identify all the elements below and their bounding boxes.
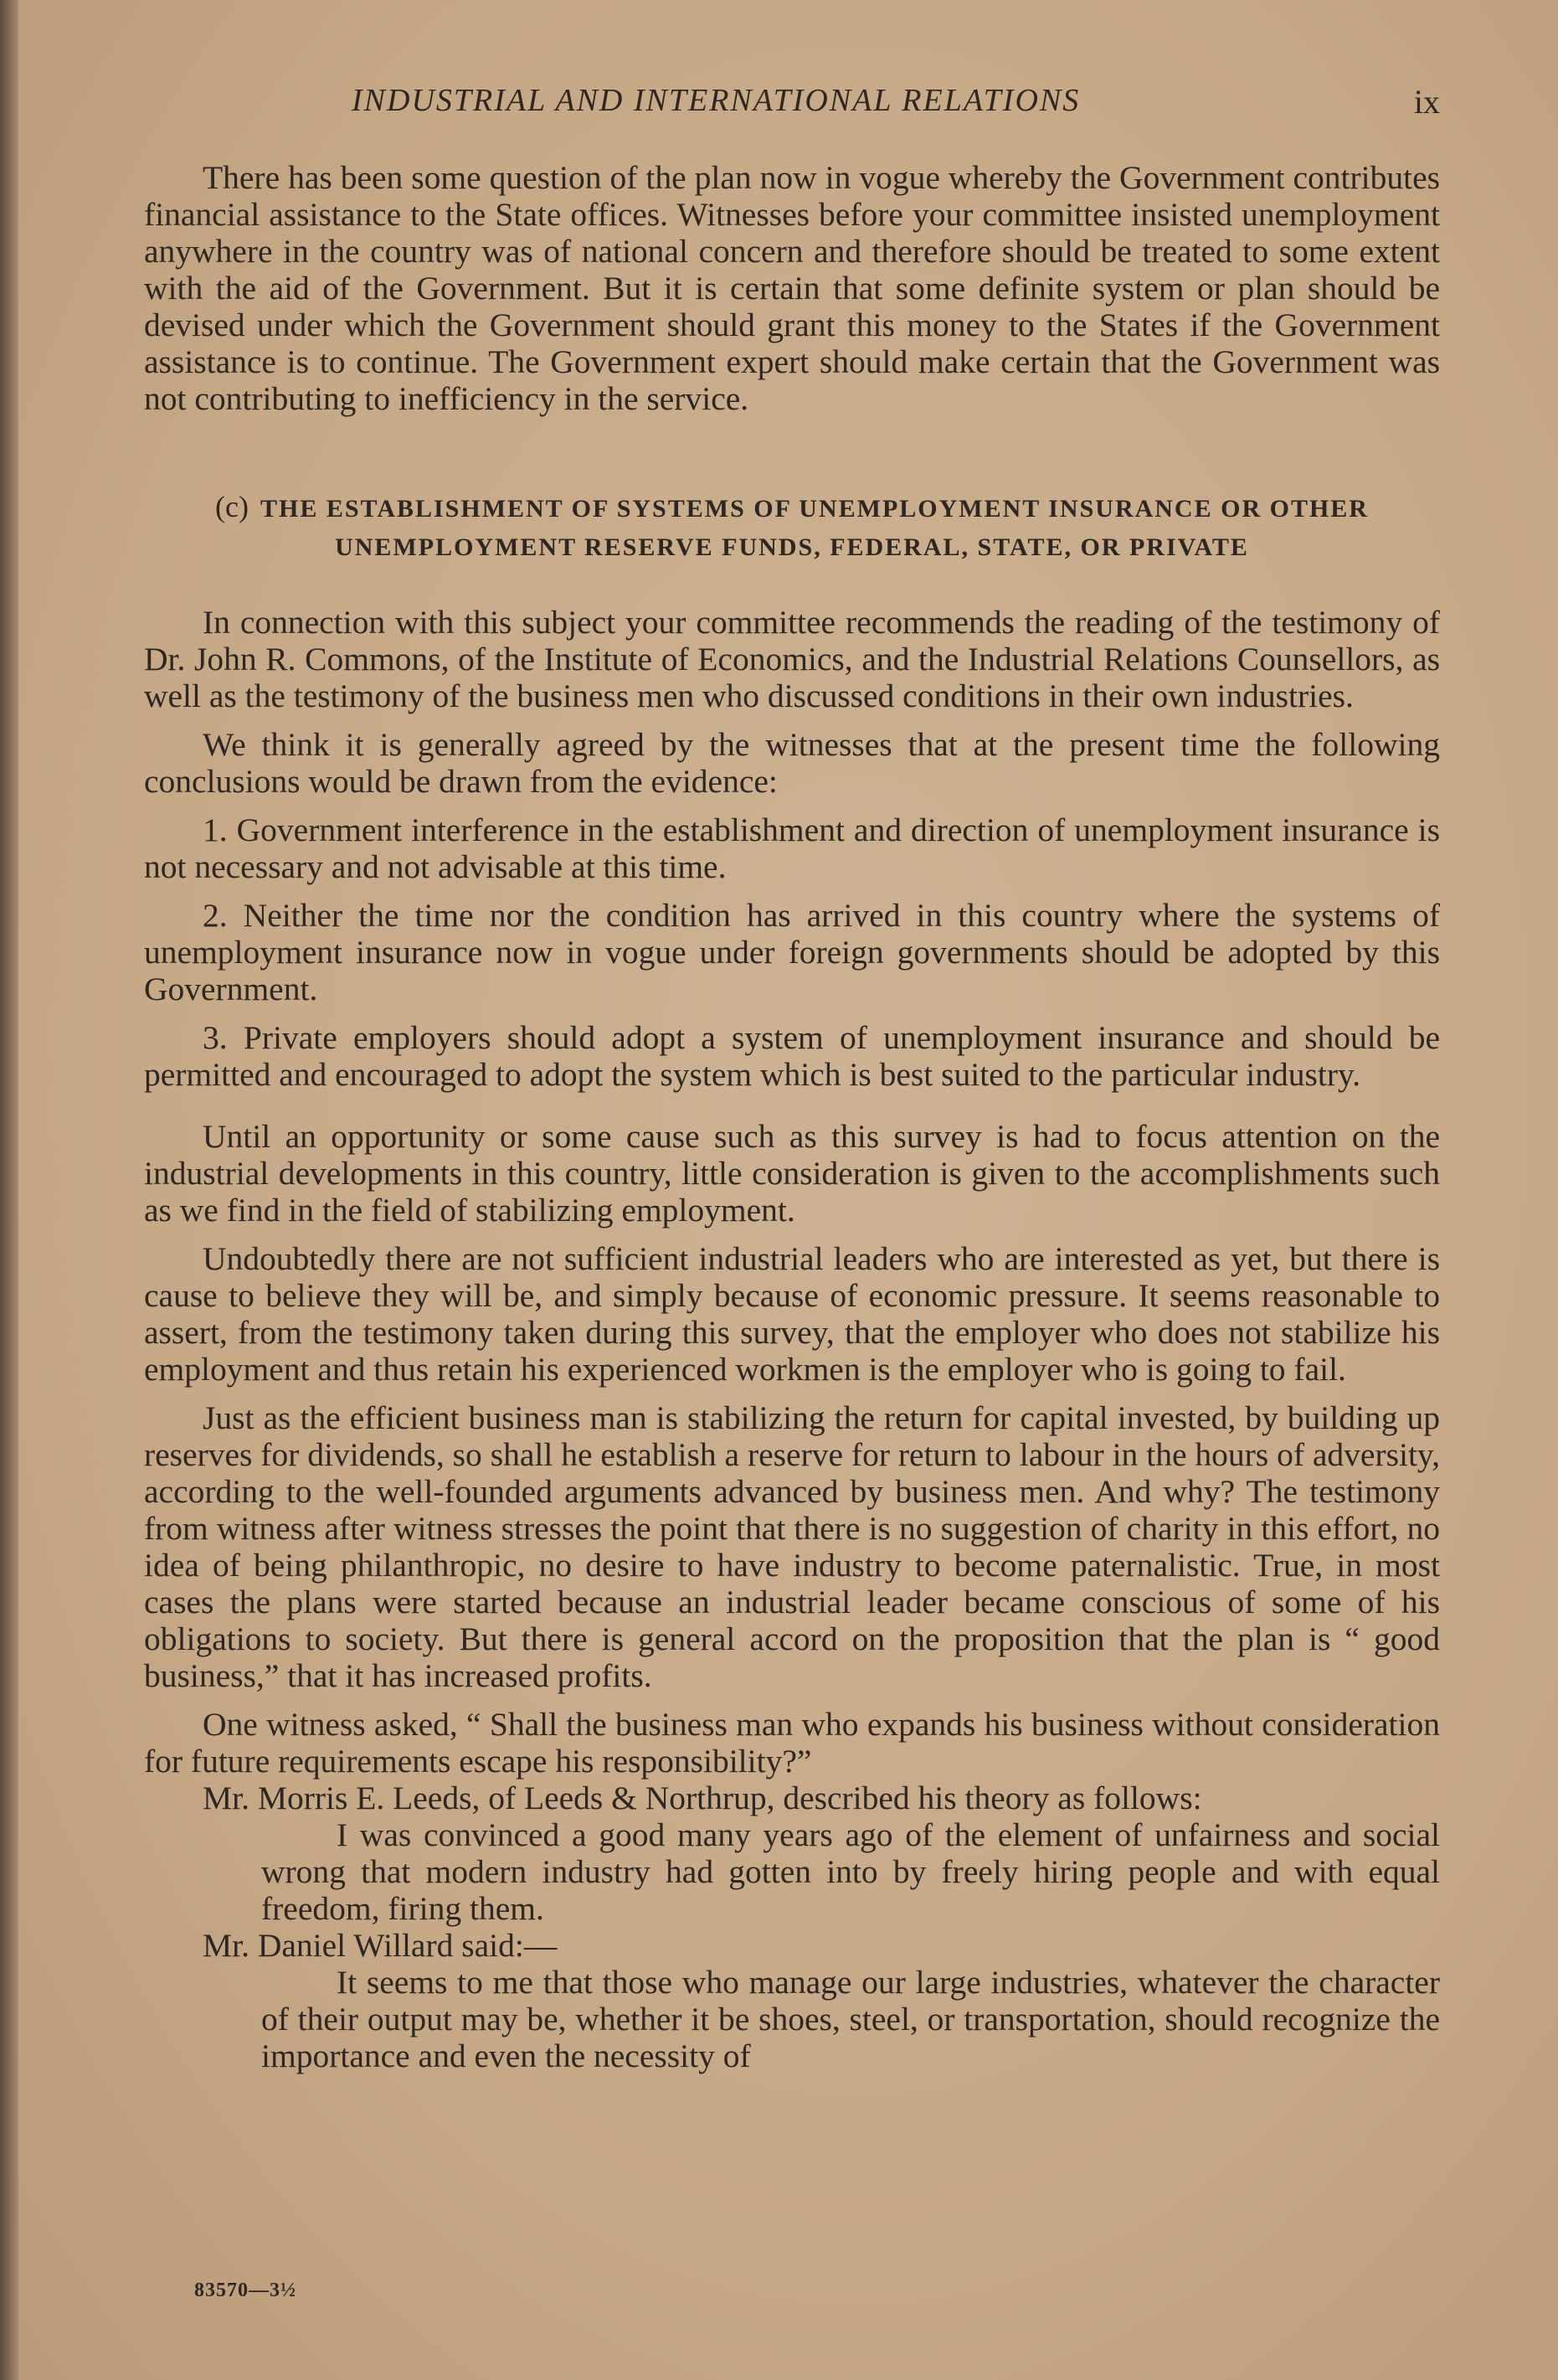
page-number: ix	[1413, 83, 1440, 121]
running-head	[201, 82, 1440, 132]
paragraph: One witness asked, “ Shall the business man who expands his business without consideration for future requirements escape his responsibility?”	[144, 1706, 1440, 1780]
page-body	[144, 159, 1440, 2074]
paragraph: Until an opportunity or some cause such as this survey is had to focus attention on the industrial developments in this country, little consideration is given to the accomplishments such as we find in the field of stabilizing employment.	[144, 1118, 1440, 1229]
paragraph-government-contribution: There has been some question of the plan now in vogue whereby the Government contributes financial assistance to the State offices. Witnesses before your committee insisted unemployment anywhere in the country was of national concern and therefore should be treated to some extent with the aid of the Government. But it is certain that some definite system or plan should be devised under which the Government should grant this money to the States if the Government assistance is to continue. The Government expert should make certain that the Government was not contributing to inefficiency in the service.	[144, 159, 1440, 417]
blockquote-text: It seems to me that those who manage our large industries, whatever the character of their output may be, whether it be shoes, steel, or transportation, should recognize the importance and even the necessity of	[261, 1964, 1440, 2074]
paragraph: In connection with this subject your committee recommends the reading of the testimony of Dr. John R. Commons, of the Institute of Economics, and the Industrial Relations Counsellors, as well as the testimony of the business men who discussed conditions in their own industries.	[144, 604, 1440, 714]
conclusion-item: 3. Private employers should adopt a system of unemployment insurance and should be permitted and encouraged to adopt the system which is best suited to the particular industry.	[144, 1019, 1440, 1093]
quote-intro-leeds: Mr. Morris E. Leeds, of Leeds & Northrup, described his theory as follows:	[203, 1780, 1202, 1816]
running-head-title: INDUSTRIAL AND INTERNATIONAL RELATIONS	[352, 83, 1081, 118]
printer-signature-code: 83570—3½	[194, 2280, 296, 2301]
paragraph: Just as the efficient business man is stabilizing the return for capital invested, by building up reserves for dividends, so shall he establish a reserve for return to labour in the hours of adversity, according to the well-founded arguments advanced by business men. And why? The testimony from witness after witness stresses the point that there is no suggestion of charity in this effort, no idea of being philanthropic, no desire to have industry to become paternalistic. True, in most cases the plans were started because an industrial leader became conscious of some of his obligations to society. But there is general accord on the proposition that the plan is “ good business,” that it has increased profits.	[144, 1399, 1440, 1694]
conclusion-item: 2. Neither the time nor the condition has arrived in this country where the systems of unemployment insurance now in vogue under foreign governments should be adopted by this Government.	[144, 897, 1440, 1007]
blockquote-willard	[261, 1964, 1440, 2074]
book-binding-edge	[0, 0, 18, 2380]
paragraph: Undoubtedly there are not sufficient industrial leaders who are interested as yet, but there is cause to believe they will be, and simply because of economic pressure. It seems reasonable to assert, from the testimony taken during this survey, that the employer who does not stabilize his employment and thus retain his experienced workmen is the employer who is going to fail.	[144, 1240, 1440, 1388]
blockquote-text: I was convinced a good many years ago of the element of unfairness and social wrong that modern industry had gotten into by freely hiring people and with equal freedom, firing them.	[261, 1816, 1440, 1927]
blockquote-leeds	[261, 1816, 1440, 1927]
section-heading	[144, 487, 1440, 567]
paragraph: We think it is generally agreed by the witnesses that at the present time the following conclusions would be drawn from the evidence:	[144, 726, 1440, 800]
conclusion-item: 1. Government interference in the establishment and direction of unemployment insurance is not necessary and not advisable at this time.	[144, 811, 1440, 885]
section-marker: (c)	[215, 490, 249, 523]
quote-intro-willard: Mr. Daniel Willard said:—	[203, 1927, 558, 1964]
section-heading-text: THE ESTABLISHMENT OF SYSTEMS OF UNEMPLOYMENT INSURANCE OR OTHER UNEMPLOYMENT RESERVE FUNDS, FEDERAL, STATE, OR PRIVATE	[260, 495, 1369, 561]
